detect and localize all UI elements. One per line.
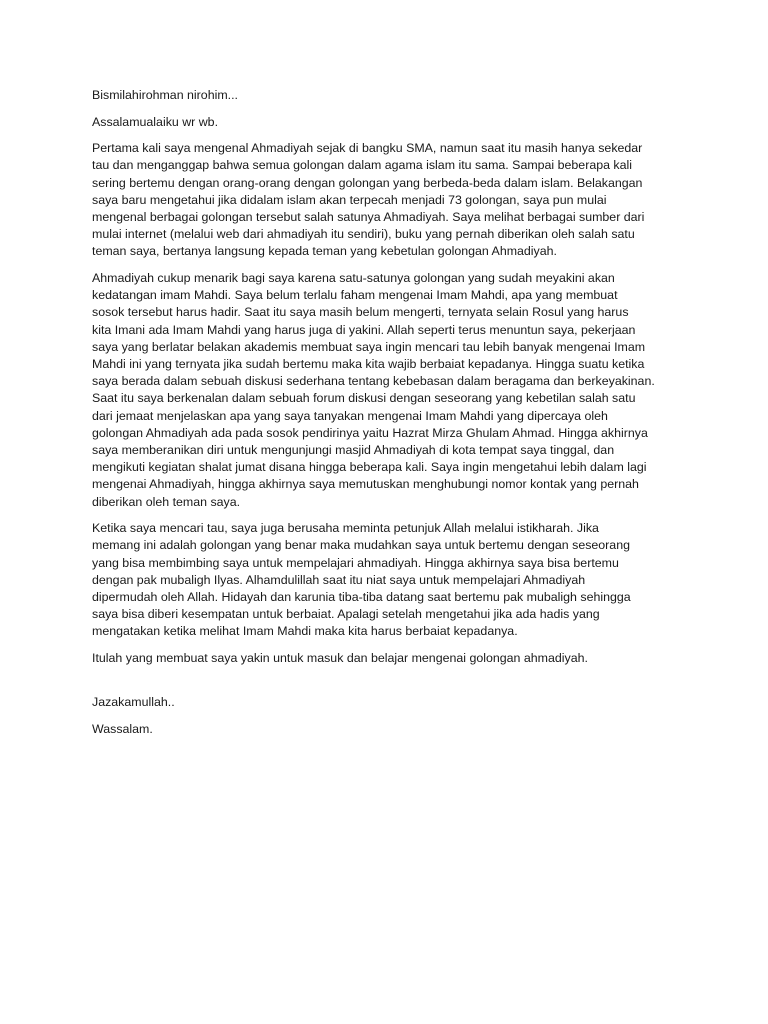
- text-line: dipermudah oleh Allah. Hidayah dan karunia tiba-tiba datang saat bertemu pak mubaligh sehingga: [92, 590, 631, 605]
- text-line: memang ini adalah golongan yang benar maka mudahkan saya untuk bertemu dengan seseorang: [92, 538, 630, 553]
- text-line: saya baru mengetahui jika didalam islam akan terpecah menjadi 73 golongan, saya pun mulai: [92, 192, 607, 207]
- text-line: mengenal berbagai golongan tersebut salah satunya Ahmadiyah. Saya melihat berbagai sumber dari: [92, 210, 645, 224]
- text-line: Saat itu saya berkenalan dalam sebuah forum diskusi dengan seseorang yang kebetilan salah satu: [92, 391, 636, 406]
- salutation-line: Bismilahirohman nirohim...: [92, 88, 238, 102]
- letter-body: [92, 87, 692, 747]
- text-line: Ketika saya mencari tau, saya juga berusaha meminta petunjuk Allah melalui istikharah. Jika: [92, 521, 599, 536]
- signoff-line: Wassalam.: [92, 721, 153, 736]
- text-line: tau dan menganggap bahwa semua golongan dalam agama islam itu sama. Sampai beberapa kali: [92, 158, 633, 173]
- text-line: mengikuti kegiatan shalat jumat disana hingga beberapa kali. Saya ingin mengetahui lebih dalam lagi: [92, 460, 647, 475]
- text-line: dengan pak mubaligh Ilyas. Alhamdulillah saat itu niat saya untuk mempelajari Ahmadiyah: [92, 572, 586, 587]
- text-line: saya bisa diberi kesempatan untuk berbaiat. Apalagi setelah mengetahui jika ada hadis yang: [92, 607, 600, 622]
- paragraph-3: [92, 520, 692, 640]
- text-line: dari jemaat menjelaskan apa yang saya tanyakan mengenai Imam Mahdi yang dipercaya oleh: [92, 408, 608, 423]
- text-line: mengatakan ketika melihat Imam Mahdi maka kita harus berbaiat kepadanya.: [92, 624, 518, 639]
- text-line: sosok tersebut harus hadir. Saat itu saya masih belum mengerti, ternyata selain Rosul yang harus: [92, 305, 629, 320]
- closing-line: Jazakamullah..: [92, 695, 175, 710]
- text-line: kedatangan imam Mahdi. Saya belum terlalu faham mengenai Imam Mahdi, apa yang membuat: [92, 288, 618, 303]
- blank-spacer: [92, 677, 692, 695]
- greeting-line: Assalamualaiku wr wb.: [92, 114, 219, 129]
- text-line: kita Imani ada Imam Mahdi yang harus juga di yakini. Allah seperti terus menuntun saya, pekerjaan: [92, 322, 636, 337]
- text-line: Itulah yang membuat saya yakin untuk masuk dan belajar mengenai golongan ahmadiyah.: [92, 651, 588, 666]
- text-line: Ahmadiyah cukup menarik bagi saya karena satu-satunya golongan yang sudah meyakini akan: [92, 271, 615, 285]
- text-line: saya memberanikan diri untuk mengunjungi masjid Ahmadiyah di kota tempat saya tinggal, dan: [92, 443, 615, 458]
- text-line: yang bisa membimbing saya untuk mempelajari ahmadiyah. Hingga akhirnya saya bisa bertemu: [92, 555, 619, 570]
- text-line: teman saya, bertanya langsung kepada teman yang kebetulan golongan Ahmadiyah.: [92, 244, 557, 259]
- paragraph-1: [92, 140, 692, 260]
- text-line: mulai internet (melalui web dari ahmadiyah itu sendiri), buku yang pernah diberikan oleh salah satu: [92, 227, 635, 242]
- text-line: saya yang berlatar belakan akademis membuat saya ingin mencari tau lebih banyak mengenai Imam: [92, 339, 646, 354]
- paragraph-2: [92, 270, 692, 511]
- text-line: Pertama kali saya mengenal Ahmadiyah sejak di bangku SMA, namun saat itu masih hanya sekedar: [92, 141, 643, 156]
- paragraph-4: [92, 650, 692, 667]
- text-line: diberikan oleh teman saya.: [92, 494, 241, 509]
- text-line: Mahdi ini yang ternyata jika sudah bertemu maka kita wajib berbaiat kepadanya. Hingga suatu ketika: [92, 357, 645, 372]
- text-line: saya berada dalam sebuah diskusi sederhana tentang kebebasan dalam beragama dan berkeyakinan.: [92, 374, 655, 389]
- text-line: sering bertemu dengan orang-orang dengan golongan yang berbeda-beda dalam islam. Belakangan: [92, 175, 643, 190]
- text-line: golongan Ahmadiyah ada pada sosok pendirinya yaitu Hazrat Mirza Ghulam Ahmad. Hingga akhirnya: [92, 425, 648, 440]
- text-line: mengenai Ahmadiyah, hingga akhirnya saya memutuskan menghubungi nomor kontak yang pernah: [92, 477, 639, 492]
